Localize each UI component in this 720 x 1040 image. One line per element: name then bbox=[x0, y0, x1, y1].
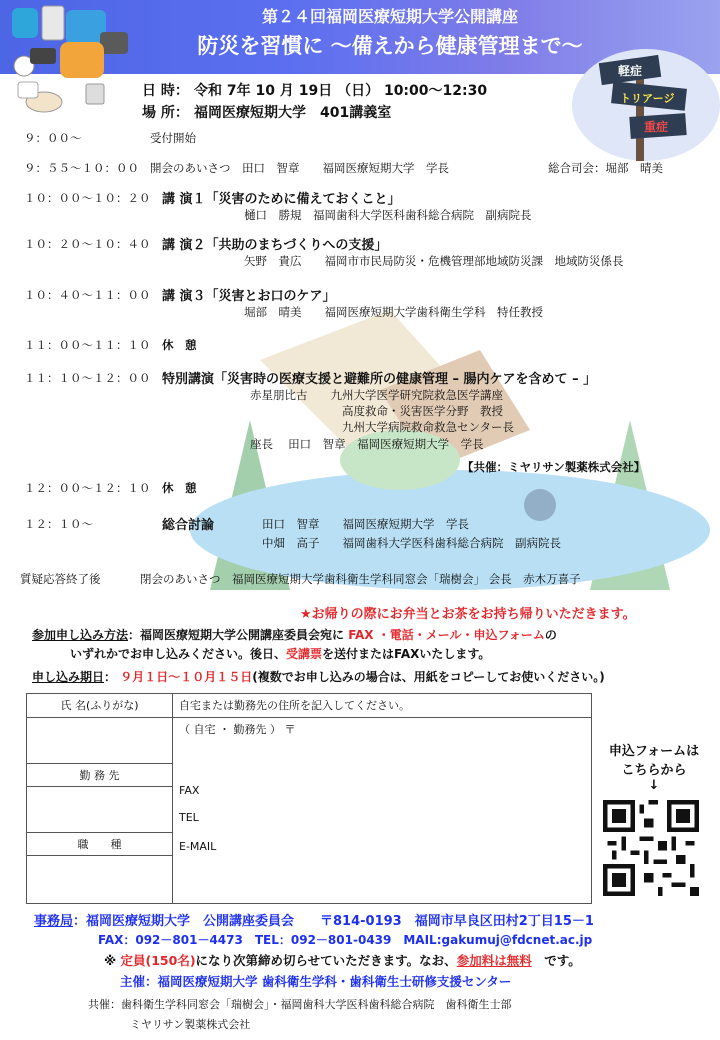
lecture-1-title: 講 演１「災害のために備えておくこと」 bbox=[162, 192, 401, 207]
workplace-field[interactable] bbox=[27, 787, 173, 833]
special-lecture-speaker: 赤星朋比古 九州大学医学研究院救急医学講座 bbox=[250, 388, 503, 402]
name-label: 氏 名(ふりがな) bbox=[27, 694, 173, 718]
sign-triage: トリアージ bbox=[620, 92, 675, 105]
disaster-supplies-illustration bbox=[4, 2, 142, 120]
office-info: 事務局：福岡医療短期大学 公開講座委員会 〒814-0193 福岡市早良区田村2丁目15－1 bbox=[34, 914, 594, 929]
cohost-line-2: ミヤリサン製薬株式会社 bbox=[130, 1018, 251, 1031]
schedule-time-3: １０：２０～１０：４０ bbox=[24, 237, 151, 251]
lecture-2-speaker: 矢野 貴広 福岡市市民局防災・危機管理部地域防災課 地域防災係長 bbox=[244, 254, 624, 268]
contact-info: FAX：092－801－4473 TEL：092－801-0439 MAIL:gakumuj@fdcnet.ac.jp bbox=[98, 933, 593, 947]
fax-label: FAX bbox=[179, 784, 200, 797]
schedule-time-8: １２：１０～ bbox=[24, 517, 93, 531]
capacity-note: ※ 定員(150名)になり次第締め切らせていただきます。なお、参加料は無料 です。 bbox=[104, 953, 581, 968]
email-label: E-MAIL bbox=[179, 840, 217, 853]
event-date: 日 時： 令和 7年 10 月 19日 （日） 10:00～12:30 bbox=[142, 83, 488, 99]
name-field[interactable] bbox=[27, 718, 173, 764]
deadline: 申し込み期日： ９月１日～１０月１５日(複数でお申し込みの場合は、用紙をコピーしてお使いください。) bbox=[32, 670, 605, 684]
lecture-3-speaker: 堀部 晴美 福岡医療短期大学歯科衛生学科 特任教授 bbox=[244, 305, 543, 319]
schedule-text-1: 開会のあいさつ 田口 智章 福岡医療短期大学 学長 bbox=[150, 161, 449, 175]
schedule-time-0: ９：００～ bbox=[24, 131, 82, 145]
bento-notice: ★お帰りの際にお弁当とお茶をお持ち帰りいただきます。 bbox=[300, 607, 636, 622]
panel-member-2: 中畑 高子 福岡歯科大学医科歯科総合病院 副病院長 bbox=[262, 536, 561, 550]
schedule-time-1: ９：５５～１０：００ bbox=[24, 161, 139, 175]
tel-label: TEL bbox=[179, 811, 199, 824]
workplace-label: 勤 務 先 bbox=[27, 764, 173, 787]
qr-code[interactable] bbox=[603, 800, 699, 896]
event-place: 場 所： 福岡医療短期大学 401講義室 bbox=[142, 105, 392, 121]
job-field[interactable] bbox=[27, 856, 173, 904]
host-info: 主催：福岡医療短期大学 歯科衛生学科・歯科衛生士研修支援センター bbox=[120, 974, 512, 989]
special-lecture-chair: 座長 田口 智章 福岡医療短期大学 学長 bbox=[250, 437, 484, 451]
special-lecture-affil-2: 高度救命・災害医学分野 教授 bbox=[342, 404, 503, 418]
schedule-emcee: 総合司会：堀部 晴美 bbox=[548, 161, 663, 175]
break-2: 休 憩 bbox=[162, 481, 197, 495]
special-lecture-sponsor: 【共催：ミヤリサン製薬株式会社】 bbox=[462, 460, 646, 474]
closing-remarks: 閉会のあいさつ 福岡医療短期大学歯科衛生学科同窓会「瑞樹会」 会長 赤木万喜子 bbox=[140, 572, 581, 586]
event-title: 第２４回福岡医療短期大学公開講座 bbox=[261, 7, 518, 26]
down-arrow-icon: ↓ bbox=[648, 778, 660, 793]
panel-member-1: 田口 智章 福岡医療短期大学 学長 bbox=[262, 517, 469, 531]
lecture-3-title: 講 演３「災害とお口のケア」 bbox=[162, 289, 336, 304]
job-label: 職 種 bbox=[27, 833, 173, 856]
panel-discussion-title: 総合討論 bbox=[162, 518, 215, 533]
event-subtitle: 防災を習慣に ～備えから健康管理まで～ bbox=[197, 34, 583, 58]
schedule-time-7: １２：００～１２：１０ bbox=[24, 481, 151, 495]
schedule-time-4: １０：４０～１１：００ bbox=[24, 288, 151, 302]
lecture-2-title: 講 演２「共助のまちづくりへの支援」 bbox=[162, 238, 388, 253]
apply-method: 参加申し込み方法：福岡医療短期大学公開講座委員会宛に FAX ・電話・メール・申込フォームの bbox=[32, 628, 557, 642]
schedule-time-5: １１：００～１１：１０ bbox=[24, 338, 151, 352]
cohost-line-1: 共催：歯科衛生学科同窓会「瑞樹会」・福岡歯科大学医科歯科総合病院 歯科衛生士部 bbox=[88, 998, 512, 1011]
lecture-1-speaker: 樋口 勝規 福岡歯科大学医科歯科総合病院 副病院長 bbox=[244, 208, 532, 222]
special-lecture-affil-3: 九州大学病院救命救急センター長 bbox=[342, 420, 515, 434]
schedule-time-2: １０：００～１０：２０ bbox=[24, 191, 151, 205]
application-form bbox=[26, 693, 592, 904]
sign-severe: 重症 bbox=[644, 120, 669, 134]
schedule-time-6: １１：１０～１２：００ bbox=[24, 371, 151, 385]
address-note: 自宅または勤務先の住所を記入してください。 bbox=[173, 694, 592, 718]
apply-method-line2: いずれかでお申し込みください。後日、受講票を送付またはFAXいたします。 bbox=[70, 647, 491, 661]
schedule-text-0: 受付開始 bbox=[150, 131, 196, 145]
sign-mild: 軽症 bbox=[618, 64, 643, 78]
schedule-time-9: 質疑応答終了後 bbox=[20, 572, 101, 586]
break-1: 休 憩 bbox=[162, 338, 197, 352]
special-lecture-title: 特別講演「災害時の医療支援と避難所の健康管理 – 腸内ケアを含めて – 」 bbox=[162, 372, 597, 387]
address-field[interactable]: （ 自宅 ・ 勤務先 ） 〒 FAX TEL E-MAIL bbox=[173, 718, 592, 904]
qr-caption: 申込フォームは こちらから ↓ bbox=[598, 740, 710, 793]
triage-signpost-illustration bbox=[560, 35, 720, 165]
